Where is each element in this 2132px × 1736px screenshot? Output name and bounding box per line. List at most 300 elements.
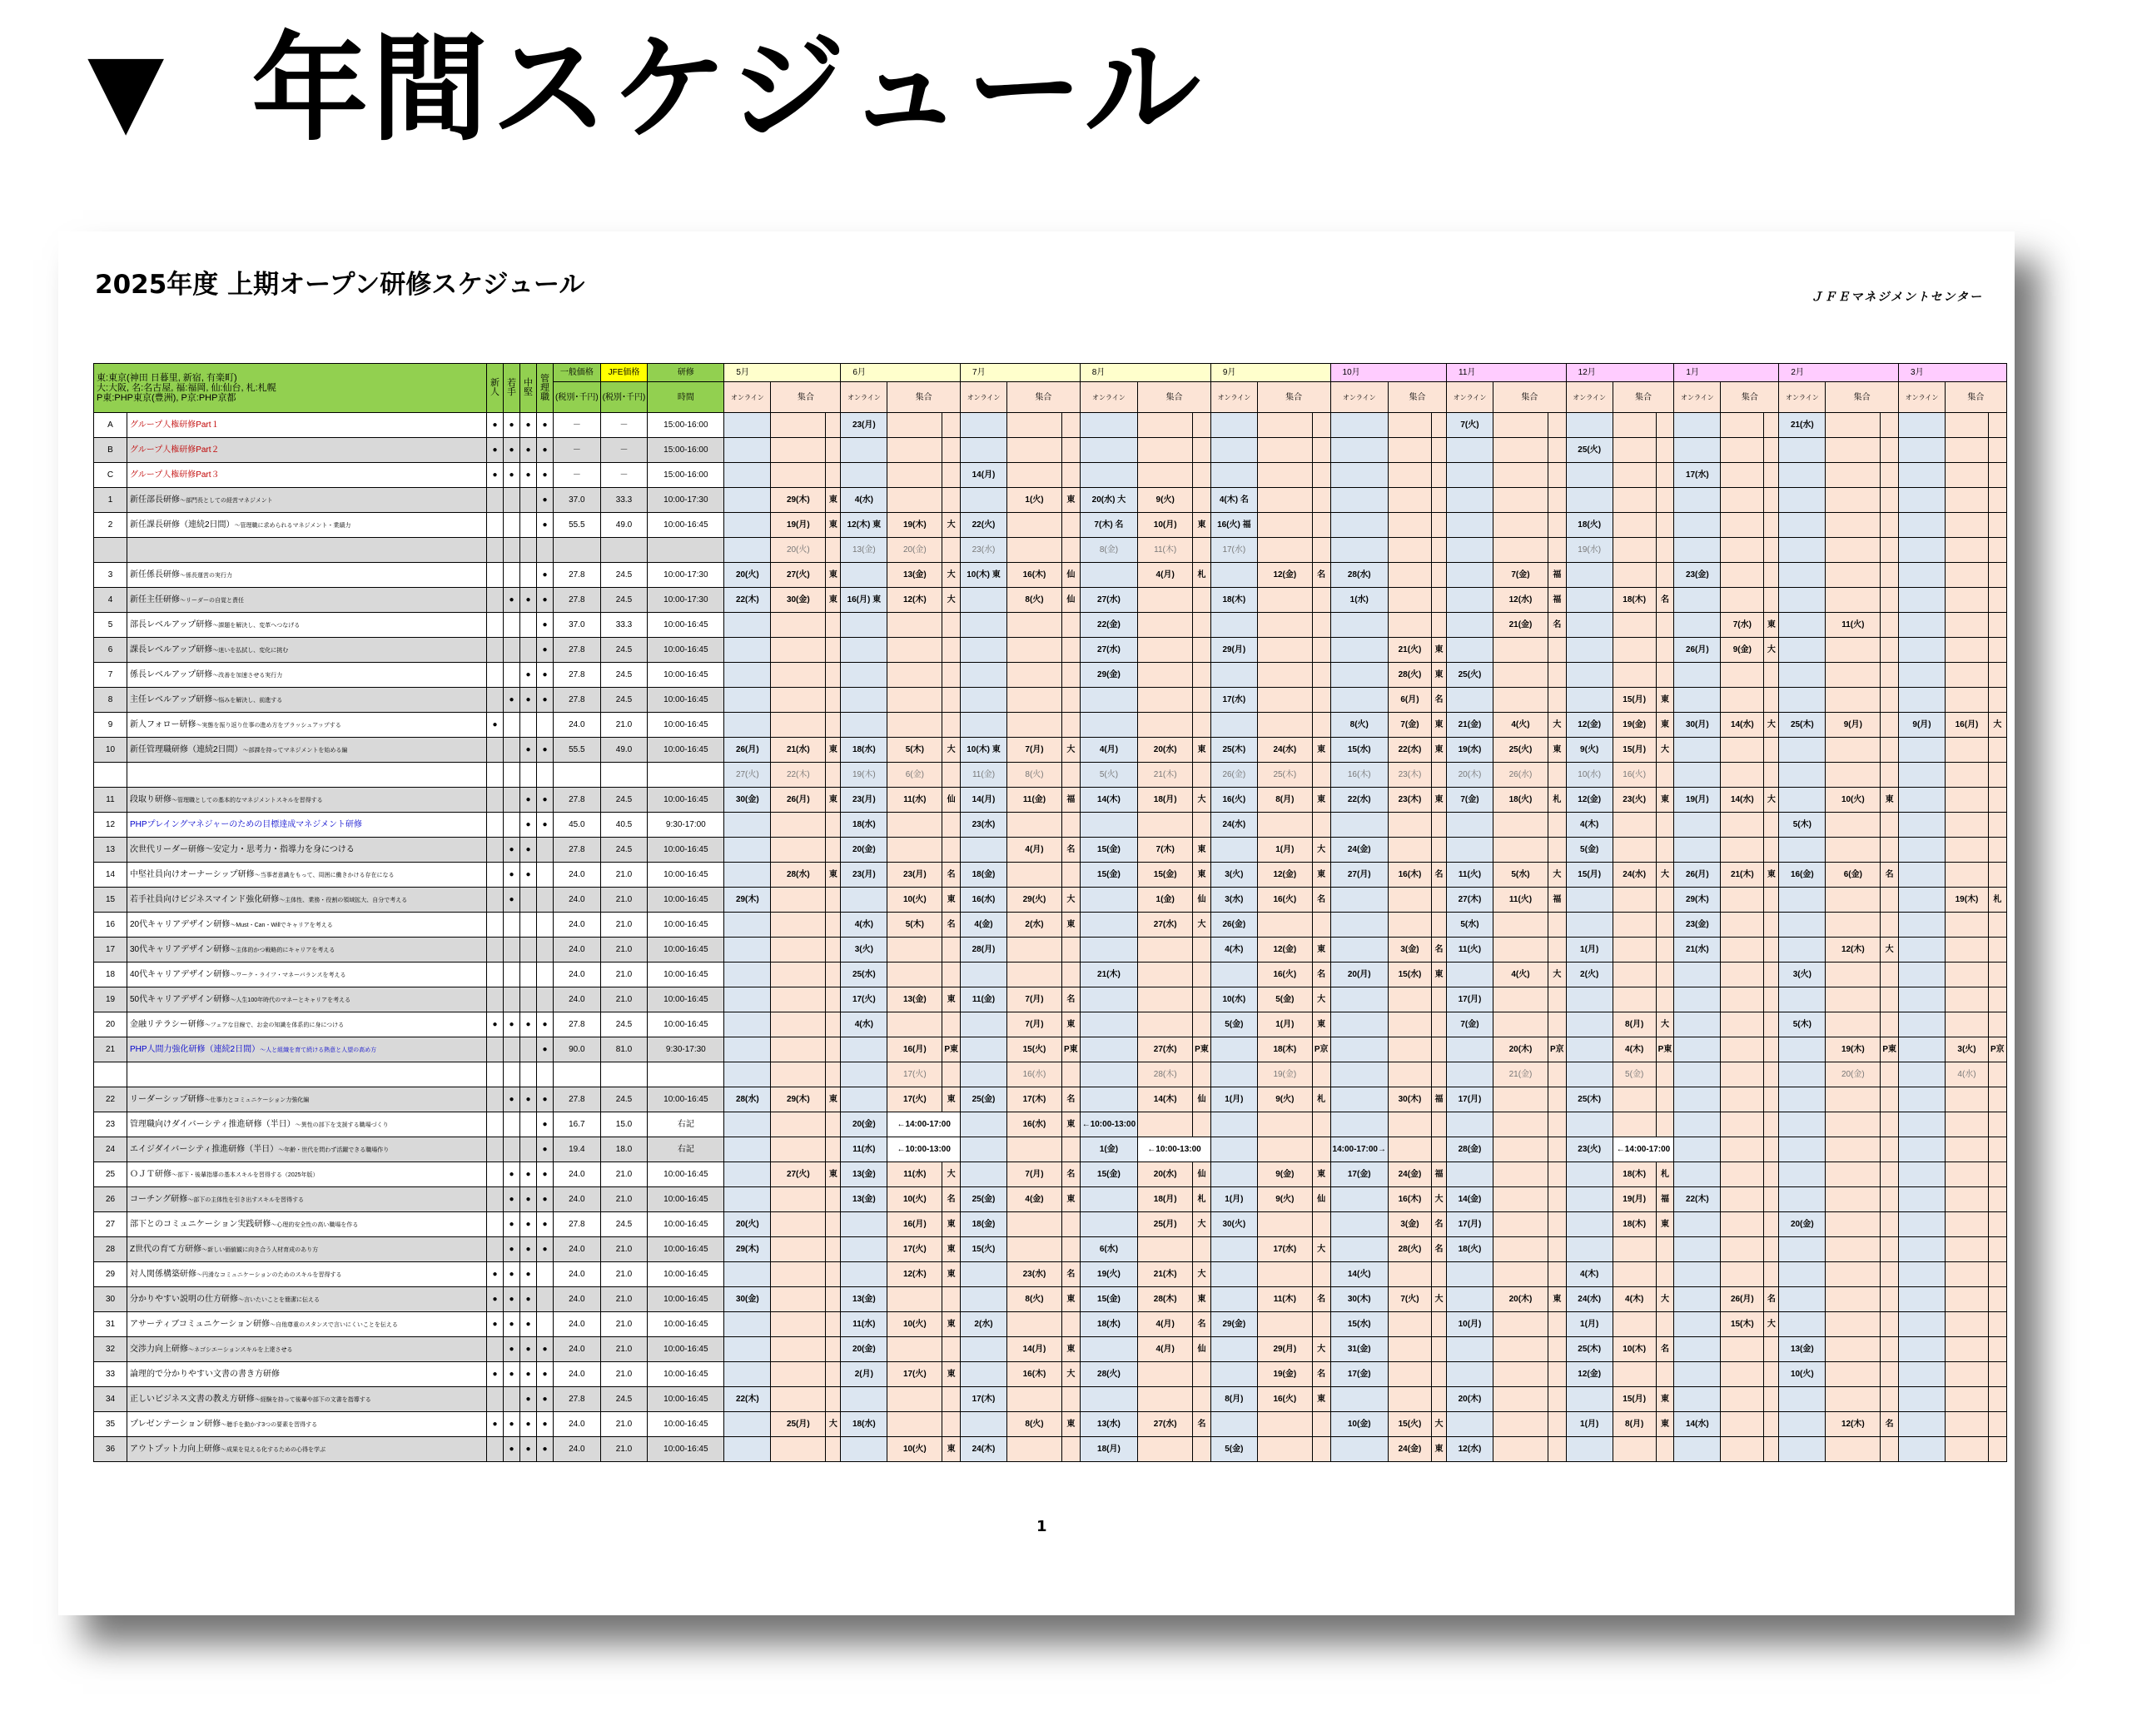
table-row: [94, 613, 2007, 638]
online-date: 30(金): [724, 788, 771, 813]
onsite-date: [1389, 1112, 1432, 1137]
course-subtitle: ～部門長としての経営マネジメント: [180, 497, 273, 504]
course-name: [127, 913, 487, 938]
course-hours: 10:00-16:45: [648, 863, 724, 888]
target-mark: ●: [537, 1387, 554, 1412]
table-row: [94, 1037, 2007, 1062]
online-date: [1674, 1312, 1721, 1337]
online-date: [1779, 638, 1826, 663]
online-date: [1674, 1087, 1721, 1112]
target-mark: [487, 588, 504, 613]
venue-code: [1989, 638, 2007, 663]
online-date: 11(金): [961, 987, 1007, 1012]
online-subheader: オンライン: [724, 382, 771, 413]
onsite-date: 17(木): [1007, 1087, 1062, 1112]
document-title: 2025年度 上期オープン研修スケジュール: [95, 270, 585, 300]
venue-code: [1656, 1437, 1674, 1462]
onsite-date: [1946, 513, 1989, 538]
venue-code: [1881, 738, 1899, 763]
onsite-date: [1138, 638, 1193, 663]
venue-code: [1764, 1437, 1779, 1462]
target-mark: ●: [520, 588, 537, 613]
venue-code: [826, 1437, 841, 1462]
course-name: [127, 613, 487, 638]
online-date: [1674, 438, 1721, 463]
onsite-date: 17(火): [887, 1237, 942, 1262]
venue-code: 大: [1193, 913, 1211, 938]
online-date: [724, 963, 771, 987]
venue-code: 東: [1062, 1287, 1081, 1312]
online-date: [1447, 638, 1493, 663]
price-jfe: 21.0: [600, 1162, 648, 1187]
target-mark: [487, 613, 504, 638]
online-date: [1447, 613, 1493, 638]
venue-code: 東: [1193, 863, 1211, 888]
online-date: [961, 438, 1007, 463]
online-date: [1899, 513, 1946, 538]
online-date: [961, 1412, 1007, 1437]
online-date: 29(金): [1210, 1312, 1257, 1337]
online-date: [1899, 538, 1946, 563]
venue-code: [1764, 588, 1779, 613]
venue-code: [1312, 688, 1330, 713]
target-mark: [504, 938, 520, 963]
course-subtitle: ～部下の主体性を引き出すスキルを習得する: [187, 1196, 304, 1203]
course-subtitle: ～異性の部下を支援する職場づくり: [295, 1122, 389, 1128]
online-date: 16(金): [1779, 863, 1826, 888]
price-general: 24.0: [554, 1362, 601, 1387]
venue-code: [826, 838, 841, 863]
venue-code: 東: [1193, 838, 1211, 863]
target-mark: [537, 863, 554, 888]
price-jfe: 21.0: [600, 1437, 648, 1462]
online-date: [1899, 463, 1946, 488]
onsite-date: [1826, 1437, 1881, 1462]
venue-code: [1062, 813, 1081, 838]
venue-code: [1548, 1062, 1567, 1087]
online-date: [841, 663, 887, 688]
course-hours: 10:00-16:45: [648, 1362, 724, 1387]
onsite-date: [1493, 513, 1548, 538]
venue-code: [1312, 663, 1330, 688]
onsite-date: [1389, 613, 1432, 638]
target-mark: [537, 963, 554, 987]
venue-code: [1312, 1262, 1330, 1287]
onsite-date: [1257, 1262, 1312, 1287]
course-title: リーダーシップ研修: [130, 1094, 205, 1104]
online-date: [1674, 513, 1721, 538]
row-id: 27: [94, 1212, 127, 1237]
onsite-date: [1257, 688, 1312, 713]
venue-code: [942, 538, 961, 563]
onsite-date: [1826, 1337, 1881, 1362]
onsite-date: 5(金): [1257, 987, 1312, 1012]
onsite-date: [1389, 1312, 1432, 1337]
online-date: [1447, 1062, 1493, 1087]
onsite-date: 26(水): [1493, 763, 1548, 788]
course-hours: 10:00-16:45: [648, 1387, 724, 1412]
venue-code: [1989, 413, 2007, 438]
venue-code: [1193, 588, 1211, 613]
row-id: 7: [94, 663, 127, 688]
target-mark: [487, 863, 504, 888]
onsite-date: 3(金): [1389, 938, 1432, 963]
course-hours: 10:00-16:45: [648, 1087, 724, 1112]
venue-code: [1656, 938, 1674, 963]
onsite-date: [1389, 1062, 1432, 1087]
onsite-date: 28(火): [1389, 1237, 1432, 1262]
venue-code: 名: [1432, 688, 1447, 713]
course-hours: 10:00-16:45: [648, 938, 724, 963]
target-mark: [487, 1387, 504, 1412]
course-subtitle: ～新しい価値観に向き合う人材育成のあり方: [201, 1246, 319, 1253]
online-date: [1674, 688, 1721, 713]
venue-code: [1193, 613, 1211, 638]
venue-code: 東: [942, 1362, 961, 1387]
price-jfe: 21.0: [600, 963, 648, 987]
venue-code: 仙: [1193, 1337, 1211, 1362]
online-date: 15(水): [1330, 1312, 1388, 1337]
table-row: [94, 588, 2007, 613]
course-title: 次世代リーダー研修～安定力・思考力・指導力を身につける: [130, 845, 355, 854]
target-mark: [537, 1312, 554, 1337]
onsite-date: ←14:00-17:00: [887, 1112, 961, 1137]
online-date: 20(木): [1447, 1387, 1493, 1412]
venue-code: [1432, 813, 1447, 838]
venue-code: 仙: [942, 788, 961, 813]
venue-code: [1548, 1237, 1567, 1262]
price-jfe: 24.5: [600, 788, 648, 813]
onsite-date: [1257, 1437, 1312, 1462]
table-row: [94, 688, 2007, 713]
online-date: 12(金): [1566, 713, 1613, 738]
onsite-date: [1946, 1337, 1989, 1362]
course-name: [127, 738, 487, 763]
onsite-date: 7(月): [1007, 987, 1062, 1012]
online-date: 30(月): [1674, 713, 1721, 738]
course-subtitle: ～人と組織を育て続ける熱意と人望の高め方: [260, 1047, 377, 1053]
venue-code: [1989, 513, 2007, 538]
venue-code: [1881, 613, 1899, 638]
target-mark: [487, 913, 504, 938]
onsite-date: [1493, 1012, 1548, 1037]
course-title: 課長レベルアップ研修: [130, 644, 213, 654]
venue-code: [1312, 813, 1330, 838]
course-subtitle: ～主体的かつ戦略的にキャリアを考える: [230, 947, 335, 953]
venue-code: [1548, 463, 1567, 488]
venue-code: [1881, 463, 1899, 488]
online-date: 11(金): [961, 763, 1007, 788]
online-subheader: オンライン: [1080, 382, 1137, 413]
venue-code: [1548, 938, 1567, 963]
venue-code: [1989, 538, 2007, 563]
target-mark: [487, 738, 504, 763]
onsite-date: [1007, 1312, 1062, 1337]
onsite-date: [1493, 1387, 1548, 1412]
course-name: [127, 813, 487, 838]
price-general: 24.0: [554, 913, 601, 938]
course-subtitle: ～自他尊重のスタンスで言いにくいことを伝える: [270, 1321, 398, 1328]
onsite-date: [1946, 838, 1989, 863]
venue-code: [1548, 1437, 1567, 1462]
target-mark: [487, 1162, 504, 1187]
course-hours: 10:00-16:45: [648, 1187, 724, 1212]
venue-code: [1656, 1312, 1674, 1337]
course-title: 段取り研修: [130, 794, 171, 804]
online-date: [1779, 688, 1826, 713]
online-date: [961, 838, 1007, 863]
online-date: [1080, 1187, 1137, 1212]
venue-code: [942, 813, 961, 838]
online-date: [841, 613, 887, 638]
onsite-date: 11(火): [1826, 613, 1881, 638]
target-mark: ●: [504, 438, 520, 463]
course-name: [127, 963, 487, 987]
venue-code: [1764, 888, 1779, 913]
onsite-date: 28(火): [1389, 663, 1432, 688]
onsite-date: [1389, 513, 1432, 538]
onsite-date: [1826, 638, 1881, 663]
venue-code: [1881, 963, 1899, 987]
venue-code: [1656, 963, 1674, 987]
venue-code: [1989, 1387, 2007, 1412]
onsite-date: [1826, 738, 1881, 763]
online-date: 20(金): [841, 1337, 887, 1362]
venue-code: 名: [1193, 1312, 1211, 1337]
online-date: [1674, 1012, 1721, 1037]
price-general: 45.0: [554, 813, 601, 838]
online-date: 1(水): [1330, 588, 1388, 613]
online-date: [724, 813, 771, 838]
target-mark: [487, 1337, 504, 1362]
onsite-date: 26(月): [1721, 1287, 1764, 1312]
online-date: [1899, 863, 1946, 888]
online-date: [1899, 1412, 1946, 1437]
target-mark: ●: [537, 613, 554, 638]
course-name: [127, 1412, 487, 1437]
online-date: 17(水): [1210, 538, 1257, 563]
course-title: 主任レベルアップ研修: [130, 694, 213, 704]
venue-code: [1193, 1112, 1211, 1137]
onsite-date: 16(月): [887, 1212, 942, 1237]
venue-code: [1764, 1112, 1779, 1137]
online-date: [1080, 563, 1137, 588]
onsite-date: 11(火): [1493, 888, 1548, 913]
price-general: 27.8: [554, 1012, 601, 1037]
onsite-date: 24(水): [1257, 738, 1312, 763]
online-date: 17(水): [1674, 463, 1721, 488]
table-row: [94, 413, 2007, 438]
venue-code: 福: [1548, 588, 1567, 613]
online-date: [1566, 1012, 1613, 1037]
target-mark: [520, 1137, 537, 1162]
onsite-date: [1946, 413, 1989, 438]
online-date: 28(火): [1080, 1362, 1137, 1387]
online-date: [1899, 838, 1946, 863]
venue-code: [1193, 1237, 1211, 1262]
online-date: 14(火): [1330, 1262, 1388, 1287]
target-header: 管理職: [537, 364, 554, 413]
venue-code: 東: [1432, 638, 1447, 663]
online-date: 31(金): [1330, 1337, 1388, 1362]
online-date: 13(金): [841, 1287, 887, 1312]
target-mark: [537, 1287, 554, 1312]
target-mark: ●: [520, 1187, 537, 1212]
course-subtitle: ～部課を持ってマネジメントを始める編: [242, 747, 348, 754]
online-date: [1674, 1362, 1721, 1387]
target-mark: [504, 488, 520, 513]
online-date: 18(火): [1447, 1237, 1493, 1262]
onsite-date: 9(火): [1257, 1187, 1312, 1212]
onsite-date: [1946, 1112, 1989, 1137]
venue-code: 名: [1312, 1362, 1330, 1387]
onsite-date: [1389, 588, 1432, 613]
price-general: 37.0: [554, 613, 601, 638]
online-date: 6(水): [1080, 1237, 1137, 1262]
venue-code: [942, 838, 961, 863]
online-date: 12(金): [1566, 788, 1613, 813]
online-date: [961, 638, 1007, 663]
price-jfe: 21.0: [600, 1237, 648, 1262]
venue-code: [1312, 588, 1330, 613]
price-jfe: －: [600, 438, 648, 463]
venue-code: 札: [1193, 1187, 1211, 1212]
row-id: [94, 763, 127, 788]
onsite-date: [1138, 963, 1193, 987]
online-date: [1779, 613, 1826, 638]
online-date: [1080, 1037, 1137, 1062]
venue-code: 名: [1548, 613, 1567, 638]
venue-code: 札: [1548, 788, 1567, 813]
online-date: 7(木) 名: [1080, 513, 1137, 538]
venue-code: 名: [1656, 1337, 1674, 1362]
course-hours: 10:00-16:45: [648, 638, 724, 663]
onsite-date: 16(火): [1613, 763, 1656, 788]
course-hours: 10:00-16:45: [648, 738, 724, 763]
target-mark: ●: [504, 688, 520, 713]
venue-code: 名: [942, 913, 961, 938]
venue-code: [1764, 763, 1779, 788]
course-subtitle: ～経験を持って後輩や部下の文書を指導する: [254, 1396, 371, 1403]
online-date: [1210, 1237, 1257, 1262]
onsite-date: [1613, 463, 1656, 488]
online-date: [1899, 1287, 1946, 1312]
online-date: [1210, 1137, 1257, 1162]
onsite-date: 15(金): [1138, 863, 1193, 888]
venue-code: 大: [1764, 1312, 1779, 1337]
online-date: 22(木): [1674, 1187, 1721, 1212]
online-date: [1674, 1137, 1721, 1162]
online-date: [724, 1012, 771, 1037]
onsite-date: 1(金): [1138, 888, 1193, 913]
onsite-date: 11(木): [1257, 1287, 1312, 1312]
onsite-date: 17(水): [1257, 1237, 1312, 1262]
online-date: 5(金): [1566, 838, 1613, 863]
price-jfe: 40.5: [600, 813, 648, 838]
venue-code: [1062, 538, 1081, 563]
row-id: 1: [94, 488, 127, 513]
online-date: 16(月) 東: [841, 588, 887, 613]
onsite-date: 16(木): [1389, 863, 1432, 888]
price-general: －: [554, 438, 601, 463]
venue-code: [1989, 663, 2007, 688]
online-date: [1674, 987, 1721, 1012]
onsite-date: 22(水): [1389, 738, 1432, 763]
venue-code: [1656, 838, 1674, 863]
venue-code: [1432, 463, 1447, 488]
target-mark: [537, 1262, 554, 1287]
onsite-date: 21(水): [771, 738, 826, 763]
venue-code: [826, 438, 841, 463]
online-date: 8(火): [1330, 713, 1388, 738]
venue-code: [1432, 1137, 1447, 1162]
online-date: [1210, 1262, 1257, 1287]
online-date: 17(金): [1330, 1162, 1388, 1187]
row-id: 2: [94, 513, 127, 538]
venue-code: [826, 638, 841, 663]
target-mark: ●: [520, 1087, 537, 1112]
onsite-date: [1613, 813, 1656, 838]
course-subtitle: ～係長運営の実行力: [180, 572, 232, 579]
venue-code: [1764, 1087, 1779, 1112]
onsite-date: [771, 688, 826, 713]
online-date: [1674, 1437, 1721, 1462]
online-date: [961, 1062, 1007, 1087]
target-mark: [537, 913, 554, 938]
online-date: 23(月): [841, 863, 887, 888]
venue-code: [1548, 488, 1567, 513]
venue-code: 東: [1656, 1412, 1674, 1437]
online-date: [1330, 1012, 1388, 1037]
venue-code: [1548, 1187, 1567, 1212]
target-mark: [537, 888, 554, 913]
online-date: [1330, 638, 1388, 663]
target-mark: ●: [520, 863, 537, 888]
course-name: [127, 1262, 487, 1287]
online-date: [1674, 813, 1721, 838]
venue-code: [1989, 1437, 2007, 1462]
online-date: [1899, 888, 1946, 913]
venue-code: [1548, 913, 1567, 938]
course-name: [127, 1212, 487, 1237]
target-mark: [537, 987, 554, 1012]
venue-code: [1764, 913, 1779, 938]
price-jfe: 24.5: [600, 688, 648, 713]
onsite-date: 10(火): [887, 1187, 942, 1212]
row-id: 4: [94, 588, 127, 613]
online-date: 23(水): [961, 538, 1007, 563]
onsite-date: 5(金): [1613, 1062, 1656, 1087]
month-header: 10月: [1330, 364, 1446, 382]
month-header: 5月: [724, 364, 841, 382]
course-title: 新任部長研修: [130, 495, 180, 505]
online-date: 18(火): [1566, 513, 1613, 538]
onsite-date: 3(金): [1389, 1212, 1432, 1237]
onsite-date: 18(木): [1613, 588, 1656, 613]
venue-code: [1548, 663, 1567, 688]
onsite-date: [1613, 1312, 1656, 1337]
target-mark: ●: [504, 588, 520, 613]
online-date: [1210, 438, 1257, 463]
onsite-date: [1826, 838, 1881, 863]
course-title: 交渉力向上研修: [130, 1344, 188, 1354]
venue-code: [1881, 663, 1899, 688]
venue-code: 名: [942, 1187, 961, 1212]
onsite-date: 7(金): [1493, 563, 1548, 588]
course-title: 正しいビジネス文書の教え方研修: [130, 1394, 255, 1404]
venue-code: 大: [1062, 738, 1081, 763]
venue-code: 大: [942, 588, 961, 613]
